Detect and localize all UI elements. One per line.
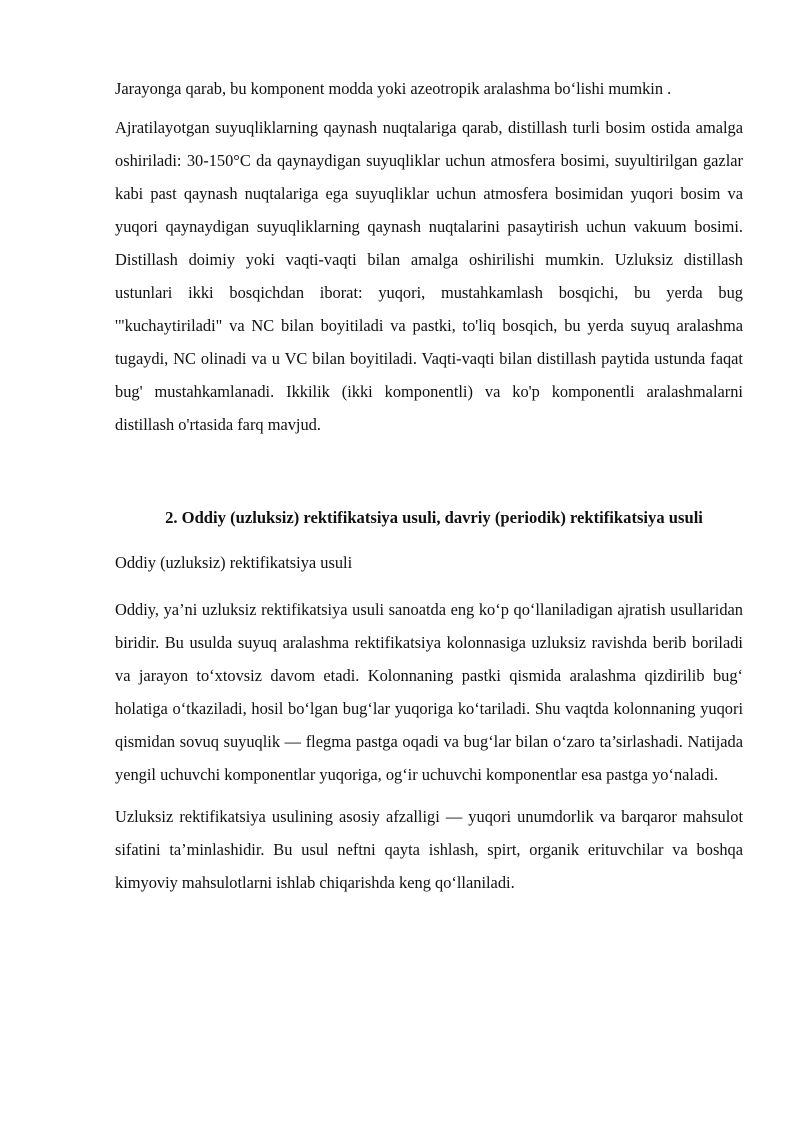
paragraph-continuous-method: Oddiy, ya’ni uzluksiz rektifikatsiya usuli sanoatda eng ko‘p qo‘llaniladigan ajratish usullaridan biridir. Bu usulda suyuq aralashma rektifikatsiya kolonnasiga uzluksiz ravishda berib boriladi va jarayon to‘xtovsiz davom etadi. Kolonnaning pastki qismida aralashma qizdirilib bug‘ holatiga o‘tkaziladi, hosil bo‘lgan bug‘lar yuqoriga ko‘tariladi. Shu vaqtda kolonnaning yuqori qismidan sovuq suyuqlik — flegma pastga oqadi va bug‘lar bilan o‘zaro ta’sirlashadi. Natijada yengil uchuvchi komponentlar yuqoriga, og‘ir uchuvchi komponentlar esa pastga yo‘naladi. (115, 600, 743, 784)
subheading: Oddiy (uzluksiz) rektifikatsiya usuli (115, 553, 353, 572)
document-page (115, 72, 743, 908)
paragraph-advantages: Uzluksiz rektifikatsiya usulining asosiy afzalligi — yuqori unumdorlik va barqaror mahsulot sifatini ta’minlashidir. Bu usul neftni qayta ishlash, spirt, organik erituvchilar va boshqa kimyoviy mahsulotlarni ishlab chiqarishda keng qo‘llaniladi. (115, 807, 743, 892)
paragraph-distillation: Ajratilayotgan suyuqliklarning qaynash nuqtalariga qarab, distillash turli bosim ostida amalga oshiriladi: 30-150°C da qaynaydigan suyuqliklar uchun atmosfera bosimi, suyultirilgan gazlar kabi past qaynash nuqtalariga ega suyuqliklar uchun atmosfera bosimidan yuqori bosim va yuqori qaynaydigan suyuqliklarning qaynash nuqtalarini pasaytirish uchun vakuum bosimi. Distillash doimiy yoki vaqti-vaqti bilan amalga oshirilishi mumkin. Uzluksiz distillash ustunlari ikki bosqichdan iborat: yuqori, mustahkamlash bosqichi, bu yerda bug '"kuchaytiriladi" va NC bilan boyitiladi va pastki, to'liq bosqich, bu yerda suyuq aralashma tugaydi, NC olinadi va u VC bilan boyitiladi. Vaqti-vaqti bilan distillash paytida ustunda faqat bug' mustahkamlanadi. Ikkilik (ikki komponentli) va ko'p komponentli aralashmalarni distillash o'rtasida farq mavjud. (115, 118, 743, 434)
paragraph-intro: Jarayonga qarab, bu komponent modda yoki azeotropik aralashma bo‘lishi mumkin . (115, 79, 672, 98)
section-heading: 2. Oddiy (uzluksiz) rektifikatsiya usuli, davriy (periodik) rektifikatsiya usuli (165, 508, 703, 527)
